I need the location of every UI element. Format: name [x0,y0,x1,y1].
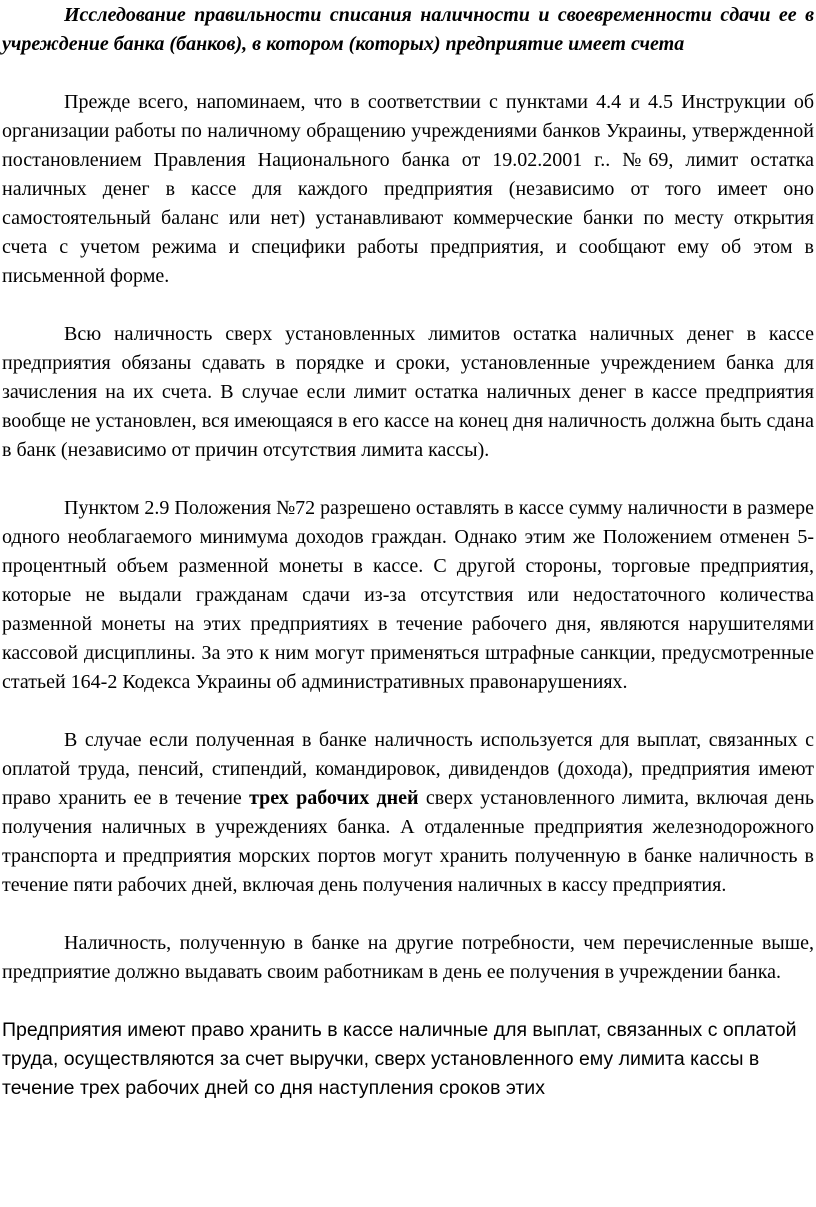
paragraph-excess-cash: Всю наличность сверх установленных лимитов остатка наличных денег в кассе предприятия обязаны сдавать в порядке и сроки, установленные учреждением банка для зачисления на их счета. В случае если лимит остатка наличных денег в кассе предприятия вообще не установлен, вся имеющаяся в его кассе на конец дня наличность должна быть сдана в банк (независимо от причин отсутствия лимита кассы). [2,323,814,461]
paragraph-payroll-text-start: В случае если полученная в банке наличность используется для выплат, связанных с оплатой труда, пенсий, стипендий, командировок, дивидендов (дохода), предприятия имеют право хранить ее в течение [2,729,814,809]
paragraph-cash-limit: Прежде всего, напоминаем, что в соответствии с пунктами 4.4 и 4.5 Инструкции об организации работы по наличному обращению учреждениями банков Украины, утвержденной постановлением Правления Национального банка от 19.02.2001 г.. №69, лимит остатка наличных денег в кассе для каждого предприятия (независимо от того имеет оно самостоятельный баланс или нет) устанавливают коммерческие банки по месту открытия счета с учетом режима и специфики работы предприятия, и сообщают ему об этом в письменной форме. [2,91,814,287]
paragraph-payroll-storage [2,726,814,900]
paragraph-regulation-72: Пунктом 2.9 Положения №72 разрешено оставлять в кассе сумму наличности в размере одного необлагаемого минимума доходов граждан. Однако этим же Положением отменен 5-процентный объем разменной монеты в кассе. С другой стороны, торговые предприятия, которые не выдали гражданам сдачи из-за отсутствия или недостаточного количества разменной монеты на этих предприятиях в течение рабочего дня, являются нарушителями кассовой дисциплины. За это к ним могут применяться штрафные санкции, предусмотренные статьей 164-2 Кодекса Украины об административных правонарушениях. [2,497,814,693]
paragraph-other-needs: Наличность, полученную в банке на другие потребности, чем перечисленные выше, предприятие должно выдавать своим работникам в день ее получения в учреждении банка. [2,932,814,983]
paragraph-payroll-text-end: сверх установленного лимита, включая день получения наличных в учреждениях банка. А отдаленные предприятия железнодорожного транспорта и предприятия морских портов могут хранить полученную в банке наличность в течение пяти рабочих дней, включая день получения наличных в кассу предприятия. [2,787,814,896]
section-heading: Исследование правильности списания наличности и своевременности сдачи ее в учреждение банка (банков), в котором (которых) предприятие имеет счета [2,4,814,55]
emphasis-three-working-days: трех рабочих дней [249,787,419,809]
paragraph-revenue-payments: Предприятия имеют право хранить в кассе наличные для выплат, связанных с оплатой труда, осуществляются за счет выручки, сверх установленного ему лимита кассы в течение трех рабочих дней со дня наступления сроков этих [2,1019,797,1099]
